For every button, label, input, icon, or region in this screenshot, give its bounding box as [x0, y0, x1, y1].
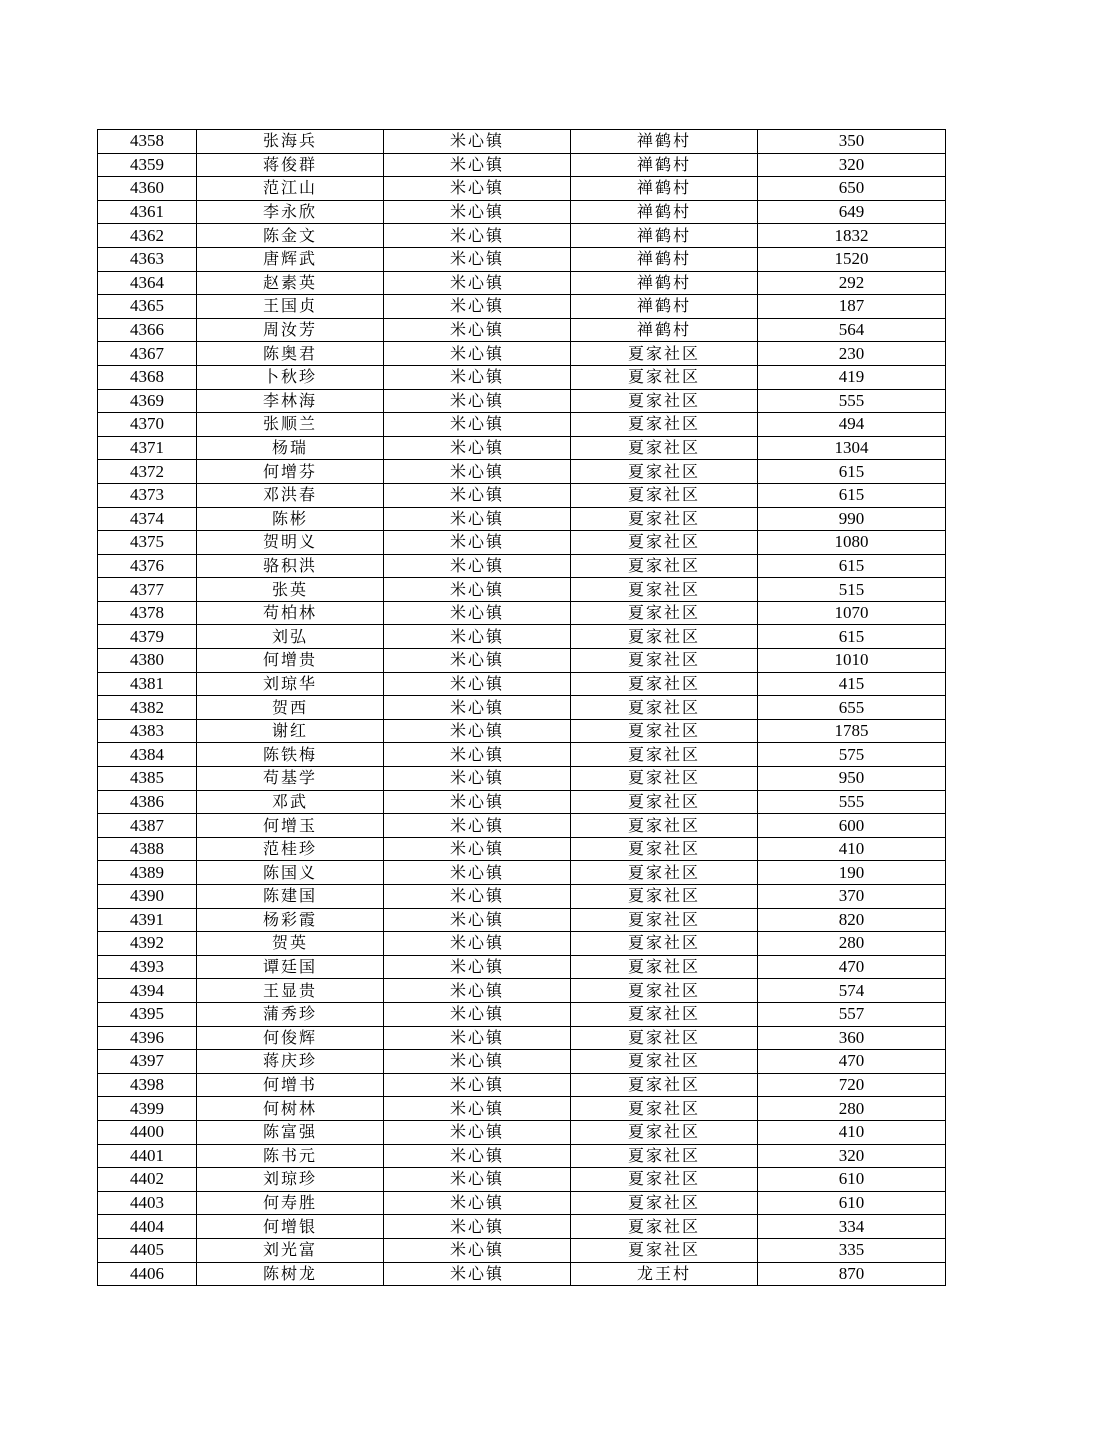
amount-cell: 1010: [758, 649, 946, 673]
town-cell: 米心镇: [384, 153, 571, 177]
row-number-cell: 4373: [98, 483, 197, 507]
table-row: [98, 696, 946, 720]
row-number-cell: 4387: [98, 814, 197, 838]
village-cell: 夏家社区: [571, 1238, 758, 1262]
name-cell: 杨彩霞: [197, 908, 384, 932]
row-number-cell: 4388: [98, 837, 197, 861]
town-cell: 米心镇: [384, 908, 571, 932]
row-number-cell: 4403: [98, 1191, 197, 1215]
village-cell: 夏家社区: [571, 955, 758, 979]
town-cell: 米心镇: [384, 436, 571, 460]
table-row: [98, 389, 946, 413]
table-row: [98, 1215, 946, 1239]
name-cell: 何增玉: [197, 814, 384, 838]
amount-cell: 360: [758, 1026, 946, 1050]
table-row: [98, 153, 946, 177]
village-cell: 夏家社区: [571, 979, 758, 1003]
table-row: [98, 1050, 946, 1074]
amount-cell: 230: [758, 342, 946, 366]
town-cell: 米心镇: [384, 719, 571, 743]
town-cell: 米心镇: [384, 130, 571, 154]
amount-cell: 320: [758, 153, 946, 177]
town-cell: 米心镇: [384, 979, 571, 1003]
name-cell: 王国贞: [197, 295, 384, 319]
amount-cell: 470: [758, 1050, 946, 1074]
name-cell: 苟基学: [197, 767, 384, 791]
village-cell: 夏家社区: [571, 389, 758, 413]
village-cell: 禅鹤村: [571, 153, 758, 177]
town-cell: 米心镇: [384, 955, 571, 979]
table-row: [98, 130, 946, 154]
town-cell: 米心镇: [384, 672, 571, 696]
amount-cell: 1304: [758, 436, 946, 460]
row-number-cell: 4385: [98, 767, 197, 791]
name-cell: 何增贵: [197, 649, 384, 673]
table-row: [98, 318, 946, 342]
amount-cell: 655: [758, 696, 946, 720]
name-cell: 张顺兰: [197, 413, 384, 437]
village-cell: 龙王村: [571, 1262, 758, 1286]
village-cell: 夏家社区: [571, 719, 758, 743]
name-cell: 蒲秀珍: [197, 1002, 384, 1026]
table-row: [98, 861, 946, 885]
village-cell: 夏家社区: [571, 365, 758, 389]
table-row: [98, 1144, 946, 1168]
row-number-cell: 4390: [98, 885, 197, 909]
name-cell: 张英: [197, 578, 384, 602]
amount-cell: 555: [758, 790, 946, 814]
name-cell: 何增芬: [197, 460, 384, 484]
town-cell: 米心镇: [384, 932, 571, 956]
name-cell: 谢红: [197, 719, 384, 743]
row-number-cell: 4406: [98, 1262, 197, 1286]
row-number-cell: 4367: [98, 342, 197, 366]
table-row: [98, 1120, 946, 1144]
row-number-cell: 4378: [98, 601, 197, 625]
town-cell: 米心镇: [384, 743, 571, 767]
amount-cell: 370: [758, 885, 946, 909]
row-number-cell: 4394: [98, 979, 197, 1003]
name-cell: 李林海: [197, 389, 384, 413]
row-number-cell: 4400: [98, 1120, 197, 1144]
amount-cell: 515: [758, 578, 946, 602]
subsidy-table-page: [97, 129, 946, 1286]
village-cell: 禅鹤村: [571, 271, 758, 295]
amount-cell: 419: [758, 365, 946, 389]
amount-cell: 1080: [758, 531, 946, 555]
amount-cell: 820: [758, 908, 946, 932]
row-number-cell: 4370: [98, 413, 197, 437]
name-cell: 李永欣: [197, 200, 384, 224]
table-row: [98, 365, 946, 389]
town-cell: 米心镇: [384, 861, 571, 885]
amount-cell: 610: [758, 1168, 946, 1192]
town-cell: 米心镇: [384, 1238, 571, 1262]
amount-cell: 470: [758, 955, 946, 979]
row-number-cell: 4398: [98, 1073, 197, 1097]
table-row: [98, 932, 946, 956]
amount-cell: 870: [758, 1262, 946, 1286]
row-number-cell: 4364: [98, 271, 197, 295]
village-cell: 夏家社区: [571, 767, 758, 791]
amount-cell: 187: [758, 295, 946, 319]
town-cell: 米心镇: [384, 885, 571, 909]
town-cell: 米心镇: [384, 483, 571, 507]
name-cell: 谭廷国: [197, 955, 384, 979]
row-number-cell: 4393: [98, 955, 197, 979]
town-cell: 米心镇: [384, 1120, 571, 1144]
village-cell: 禅鹤村: [571, 295, 758, 319]
village-cell: 夏家社区: [571, 696, 758, 720]
village-cell: 禅鹤村: [571, 224, 758, 248]
row-number-cell: 4399: [98, 1097, 197, 1121]
row-number-cell: 4374: [98, 507, 197, 531]
amount-cell: 190: [758, 861, 946, 885]
table-row: [98, 1026, 946, 1050]
town-cell: 米心镇: [384, 531, 571, 555]
name-cell: 骆积洪: [197, 554, 384, 578]
table-row: [98, 1097, 946, 1121]
village-cell: 夏家社区: [571, 861, 758, 885]
amount-cell: 615: [758, 460, 946, 484]
town-cell: 米心镇: [384, 224, 571, 248]
village-cell: 禅鹤村: [571, 200, 758, 224]
town-cell: 米心镇: [384, 1215, 571, 1239]
name-cell: 陈建国: [197, 885, 384, 909]
row-number-cell: 4366: [98, 318, 197, 342]
row-number-cell: 4383: [98, 719, 197, 743]
name-cell: 范江山: [197, 177, 384, 201]
amount-cell: 1832: [758, 224, 946, 248]
name-cell: 范桂珍: [197, 837, 384, 861]
row-number-cell: 4392: [98, 932, 197, 956]
row-number-cell: 4371: [98, 436, 197, 460]
village-cell: 夏家社区: [571, 1026, 758, 1050]
name-cell: 贺西: [197, 696, 384, 720]
table-body: [98, 130, 946, 1286]
town-cell: 米心镇: [384, 625, 571, 649]
amount-cell: 350: [758, 130, 946, 154]
amount-cell: 280: [758, 932, 946, 956]
village-cell: 夏家社区: [571, 413, 758, 437]
village-cell: 夏家社区: [571, 483, 758, 507]
town-cell: 米心镇: [384, 177, 571, 201]
town-cell: 米心镇: [384, 554, 571, 578]
name-cell: 唐辉武: [197, 247, 384, 271]
table-row: [98, 247, 946, 271]
town-cell: 米心镇: [384, 389, 571, 413]
table-row: [98, 483, 946, 507]
table-row: [98, 885, 946, 909]
table-row: [98, 413, 946, 437]
name-cell: 何增银: [197, 1215, 384, 1239]
row-number-cell: 4402: [98, 1168, 197, 1192]
name-cell: 陈铁梅: [197, 743, 384, 767]
village-cell: 夏家社区: [571, 837, 758, 861]
row-number-cell: 4376: [98, 554, 197, 578]
table-row: [98, 342, 946, 366]
table-row: [98, 955, 946, 979]
village-cell: 夏家社区: [571, 460, 758, 484]
town-cell: 米心镇: [384, 365, 571, 389]
row-number-cell: 4362: [98, 224, 197, 248]
name-cell: 赵素英: [197, 271, 384, 295]
row-number-cell: 4359: [98, 153, 197, 177]
table-row: [98, 295, 946, 319]
name-cell: 刘琼珍: [197, 1168, 384, 1192]
amount-cell: 600: [758, 814, 946, 838]
village-cell: 夏家社区: [571, 507, 758, 531]
table-row: [98, 531, 946, 555]
name-cell: 邓武: [197, 790, 384, 814]
row-number-cell: 4377: [98, 578, 197, 602]
table-row: [98, 1073, 946, 1097]
town-cell: 米心镇: [384, 247, 571, 271]
row-number-cell: 4369: [98, 389, 197, 413]
town-cell: 米心镇: [384, 1002, 571, 1026]
town-cell: 米心镇: [384, 413, 571, 437]
village-cell: 夏家社区: [571, 1215, 758, 1239]
table-row: [98, 436, 946, 460]
amount-cell: 280: [758, 1097, 946, 1121]
village-cell: 夏家社区: [571, 908, 758, 932]
table-row: [98, 837, 946, 861]
village-cell: 夏家社区: [571, 649, 758, 673]
table-row: [98, 719, 946, 743]
amount-cell: 564: [758, 318, 946, 342]
row-number-cell: 4389: [98, 861, 197, 885]
table-row: [98, 601, 946, 625]
amount-cell: 575: [758, 743, 946, 767]
village-cell: 夏家社区: [571, 531, 758, 555]
table-row: [98, 908, 946, 932]
amount-cell: 615: [758, 554, 946, 578]
name-cell: 刘弘: [197, 625, 384, 649]
table-row: [98, 177, 946, 201]
name-cell: 陈书元: [197, 1144, 384, 1168]
amount-cell: 410: [758, 1120, 946, 1144]
village-cell: 夏家社区: [571, 814, 758, 838]
name-cell: 蒋庆珍: [197, 1050, 384, 1074]
row-number-cell: 4360: [98, 177, 197, 201]
name-cell: 蒋俊群: [197, 153, 384, 177]
amount-cell: 1785: [758, 719, 946, 743]
row-number-cell: 4379: [98, 625, 197, 649]
town-cell: 米心镇: [384, 342, 571, 366]
village-cell: 夏家社区: [571, 1144, 758, 1168]
row-number-cell: 4363: [98, 247, 197, 271]
name-cell: 陈金文: [197, 224, 384, 248]
name-cell: 陈国义: [197, 861, 384, 885]
town-cell: 米心镇: [384, 837, 571, 861]
village-cell: 禅鹤村: [571, 318, 758, 342]
town-cell: 米心镇: [384, 271, 571, 295]
village-cell: 夏家社区: [571, 672, 758, 696]
amount-cell: 574: [758, 979, 946, 1003]
village-cell: 夏家社区: [571, 1050, 758, 1074]
row-number-cell: 4404: [98, 1215, 197, 1239]
amount-cell: 649: [758, 200, 946, 224]
village-cell: 夏家社区: [571, 342, 758, 366]
name-cell: 苟柏林: [197, 601, 384, 625]
name-cell: 陈富强: [197, 1120, 384, 1144]
town-cell: 米心镇: [384, 767, 571, 791]
amount-cell: 494: [758, 413, 946, 437]
amount-cell: 410: [758, 837, 946, 861]
amount-cell: 610: [758, 1191, 946, 1215]
table-row: [98, 224, 946, 248]
name-cell: 周汝芳: [197, 318, 384, 342]
row-number-cell: 4375: [98, 531, 197, 555]
table-row: [98, 767, 946, 791]
table-row: [98, 460, 946, 484]
row-number-cell: 4380: [98, 649, 197, 673]
table-row: [98, 625, 946, 649]
amount-cell: 1070: [758, 601, 946, 625]
town-cell: 米心镇: [384, 649, 571, 673]
town-cell: 米心镇: [384, 1168, 571, 1192]
village-cell: 夏家社区: [571, 436, 758, 460]
amount-cell: 557: [758, 1002, 946, 1026]
town-cell: 米心镇: [384, 1191, 571, 1215]
table-row: [98, 814, 946, 838]
table-row: [98, 1002, 946, 1026]
table-row: [98, 271, 946, 295]
table-row: [98, 578, 946, 602]
village-cell: 夏家社区: [571, 932, 758, 956]
town-cell: 米心镇: [384, 578, 571, 602]
name-cell: 杨瑞: [197, 436, 384, 460]
table-row: [98, 1168, 946, 1192]
row-number-cell: 4384: [98, 743, 197, 767]
village-cell: 夏家社区: [571, 790, 758, 814]
name-cell: 何树林: [197, 1097, 384, 1121]
town-cell: 米心镇: [384, 1073, 571, 1097]
name-cell: 卜秋珍: [197, 365, 384, 389]
name-cell: 何俊辉: [197, 1026, 384, 1050]
amount-cell: 720: [758, 1073, 946, 1097]
amount-cell: 1520: [758, 247, 946, 271]
table-row: [98, 200, 946, 224]
row-number-cell: 4391: [98, 908, 197, 932]
town-cell: 米心镇: [384, 1050, 571, 1074]
village-cell: 夏家社区: [571, 554, 758, 578]
town-cell: 米心镇: [384, 507, 571, 531]
name-cell: 陈彬: [197, 507, 384, 531]
name-cell: 贺英: [197, 932, 384, 956]
amount-cell: 615: [758, 483, 946, 507]
town-cell: 米心镇: [384, 790, 571, 814]
row-number-cell: 4382: [98, 696, 197, 720]
row-number-cell: 4386: [98, 790, 197, 814]
table-row: [98, 1191, 946, 1215]
name-cell: 何寿胜: [197, 1191, 384, 1215]
row-number-cell: 4405: [98, 1238, 197, 1262]
amount-cell: 950: [758, 767, 946, 791]
row-number-cell: 4372: [98, 460, 197, 484]
name-cell: 陈奥君: [197, 342, 384, 366]
town-cell: 米心镇: [384, 460, 571, 484]
town-cell: 米心镇: [384, 1026, 571, 1050]
name-cell: 张海兵: [197, 130, 384, 154]
village-cell: 禅鹤村: [571, 130, 758, 154]
table-row: [98, 672, 946, 696]
village-cell: 夏家社区: [571, 578, 758, 602]
village-cell: 夏家社区: [571, 885, 758, 909]
amount-cell: 615: [758, 625, 946, 649]
village-cell: 夏家社区: [571, 625, 758, 649]
village-cell: 夏家社区: [571, 1168, 758, 1192]
village-cell: 夏家社区: [571, 1120, 758, 1144]
town-cell: 米心镇: [384, 696, 571, 720]
amount-cell: 335: [758, 1238, 946, 1262]
village-cell: 禅鹤村: [571, 247, 758, 271]
town-cell: 米心镇: [384, 1097, 571, 1121]
name-cell: 陈树龙: [197, 1262, 384, 1286]
row-number-cell: 4365: [98, 295, 197, 319]
name-cell: 刘光富: [197, 1238, 384, 1262]
name-cell: 王显贵: [197, 979, 384, 1003]
row-number-cell: 4395: [98, 1002, 197, 1026]
table-row: [98, 507, 946, 531]
name-cell: 邓洪春: [197, 483, 384, 507]
row-number-cell: 4396: [98, 1026, 197, 1050]
amount-cell: 555: [758, 389, 946, 413]
town-cell: 米心镇: [384, 814, 571, 838]
town-cell: 米心镇: [384, 200, 571, 224]
town-cell: 米心镇: [384, 318, 571, 342]
table-row: [98, 1262, 946, 1286]
village-cell: 夏家社区: [571, 743, 758, 767]
amount-cell: 334: [758, 1215, 946, 1239]
amount-cell: 990: [758, 507, 946, 531]
amount-cell: 292: [758, 271, 946, 295]
row-number-cell: 4397: [98, 1050, 197, 1074]
name-cell: 何增书: [197, 1073, 384, 1097]
row-number-cell: 4358: [98, 130, 197, 154]
table-row: [98, 649, 946, 673]
village-cell: 夏家社区: [571, 1073, 758, 1097]
table-row: [98, 979, 946, 1003]
town-cell: 米心镇: [384, 295, 571, 319]
row-number-cell: 4368: [98, 365, 197, 389]
village-cell: 禅鹤村: [571, 177, 758, 201]
row-number-cell: 4381: [98, 672, 197, 696]
table-row: [98, 743, 946, 767]
town-cell: 米心镇: [384, 601, 571, 625]
amount-cell: 415: [758, 672, 946, 696]
village-cell: 夏家社区: [571, 1002, 758, 1026]
village-cell: 夏家社区: [571, 1097, 758, 1121]
data-table: [97, 129, 946, 1286]
town-cell: 米心镇: [384, 1144, 571, 1168]
amount-cell: 320: [758, 1144, 946, 1168]
row-number-cell: 4361: [98, 200, 197, 224]
name-cell: 贺明义: [197, 531, 384, 555]
name-cell: 刘琼华: [197, 672, 384, 696]
table-row: [98, 1238, 946, 1262]
amount-cell: 650: [758, 177, 946, 201]
village-cell: 夏家社区: [571, 1191, 758, 1215]
row-number-cell: 4401: [98, 1144, 197, 1168]
table-row: [98, 554, 946, 578]
town-cell: 米心镇: [384, 1262, 571, 1286]
table-row: [98, 790, 946, 814]
village-cell: 夏家社区: [571, 601, 758, 625]
